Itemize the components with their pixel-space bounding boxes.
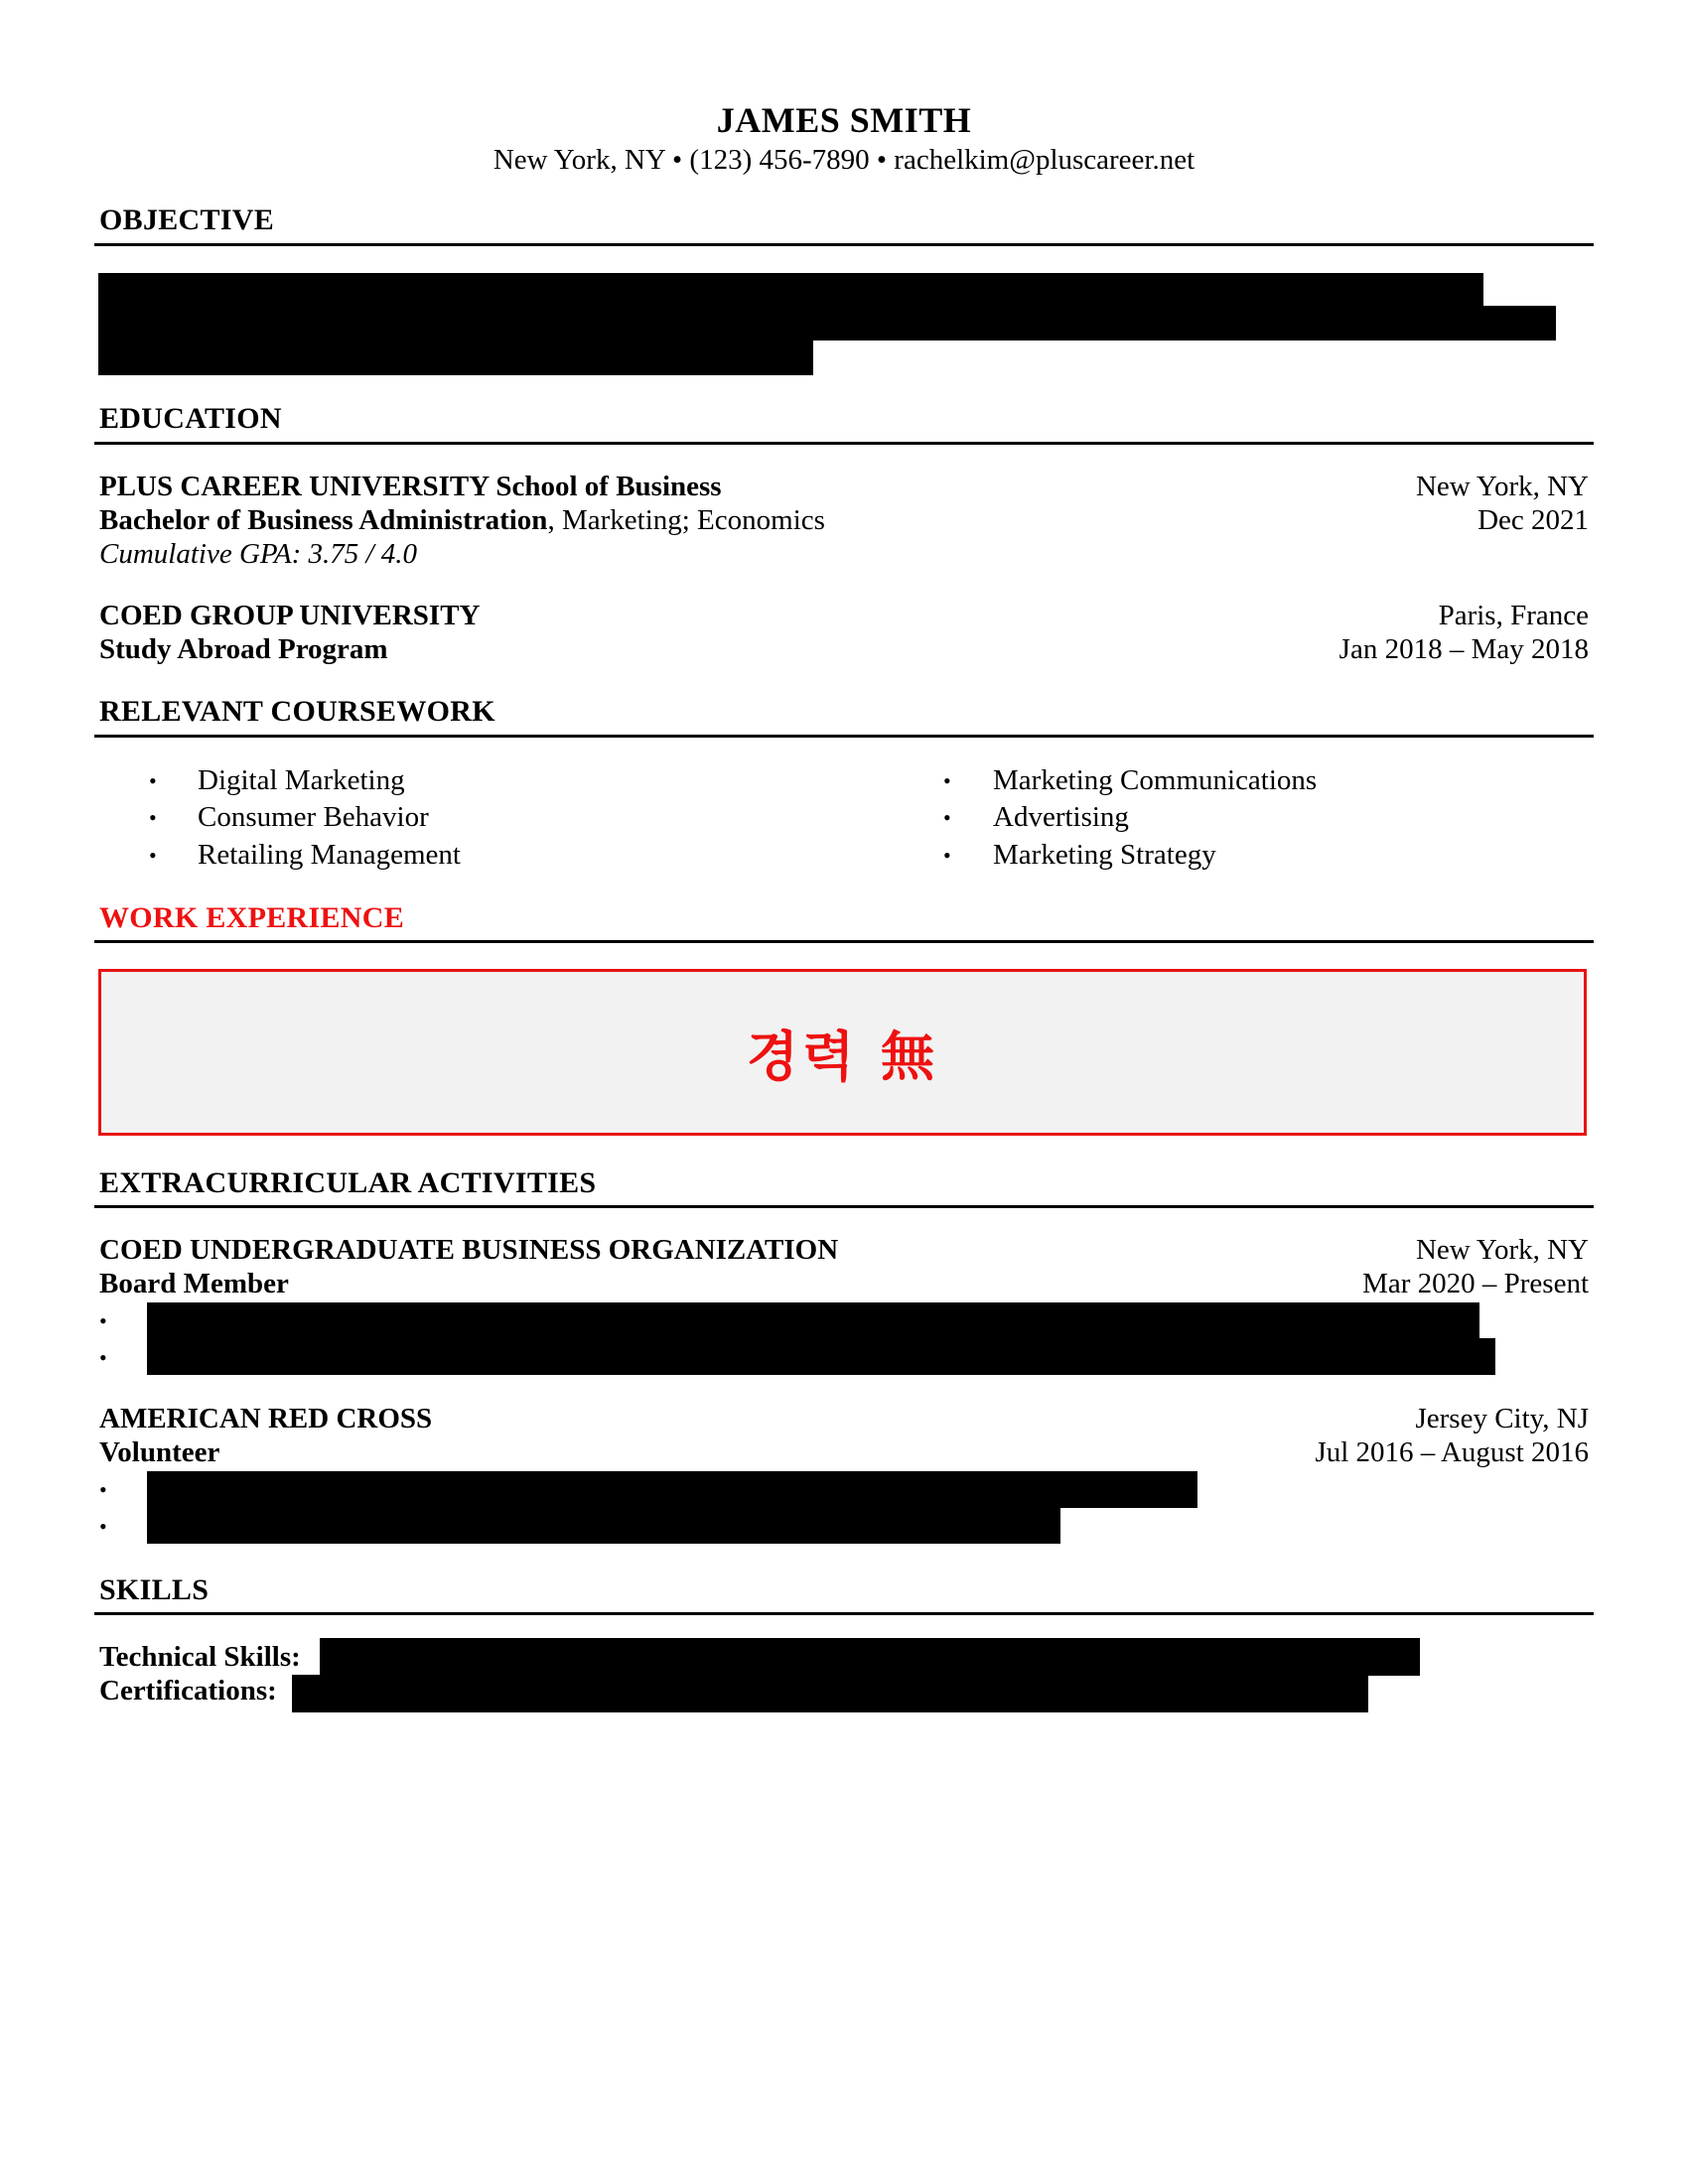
redaction-bar bbox=[98, 273, 1483, 308]
redaction-bar bbox=[320, 1638, 1420, 1676]
contact-line: New York, NY • (123) 456-7890 • rachelkim@pluscareer.net bbox=[492, 144, 1196, 176]
redaction-bar bbox=[98, 339, 813, 375]
redaction-bar bbox=[147, 1302, 1479, 1339]
section-title-education: EDUCATION bbox=[99, 402, 282, 435]
bullet: • bbox=[99, 1477, 107, 1502]
redaction-bar bbox=[292, 1675, 1368, 1712]
bullet: • bbox=[943, 805, 951, 830]
program-name: Study Abroad Program bbox=[99, 633, 388, 665]
redaction-bar bbox=[147, 1338, 1495, 1375]
no-experience-box bbox=[98, 969, 1587, 1136]
activity-date: Jul 2016 – August 2016 bbox=[1315, 1436, 1589, 1468]
organization-location: Jersey City, NJ bbox=[1415, 1403, 1589, 1434]
course-item: Retailing Management bbox=[198, 839, 461, 871]
section-title-extracurricular: EXTRACURRICULAR ACTIVITIES bbox=[99, 1166, 597, 1199]
no-experience-text: 경력 無 bbox=[746, 1024, 939, 1088]
section-divider bbox=[94, 735, 1594, 738]
redaction-bar bbox=[98, 306, 1556, 341]
activity-role: Volunteer bbox=[99, 1436, 220, 1468]
organization-location: New York, NY bbox=[1415, 1234, 1589, 1266]
resume-name: JAMES SMITH bbox=[716, 100, 972, 140]
degree-line bbox=[99, 504, 825, 537]
bullet: • bbox=[943, 768, 951, 793]
course-item: Marketing Strategy bbox=[993, 839, 1216, 871]
school-location: Paris, France bbox=[1438, 600, 1589, 631]
section-divider bbox=[94, 1205, 1594, 1208]
redaction-bar bbox=[147, 1471, 1197, 1508]
activity-date: Mar 2020 – Present bbox=[1362, 1268, 1589, 1299]
bullet: • bbox=[149, 843, 157, 868]
course-item: Advertising bbox=[993, 801, 1129, 833]
certifications-label: Certifications: bbox=[99, 1675, 277, 1706]
bullet: • bbox=[149, 805, 157, 830]
bullet: • bbox=[99, 1514, 107, 1539]
bullet: • bbox=[149, 768, 157, 793]
activity-role: Board Member bbox=[99, 1268, 289, 1299]
bullet: • bbox=[99, 1345, 107, 1370]
section-title-objective: OBJECTIVE bbox=[99, 204, 275, 236]
section-title-coursework: RELEVANT COURSEWORK bbox=[99, 695, 495, 728]
program-date: Jan 2018 – May 2018 bbox=[1338, 633, 1589, 665]
bullet: • bbox=[943, 843, 951, 868]
gpa: Cumulative GPA: 3.75 / 4.0 bbox=[99, 538, 418, 570]
section-divider bbox=[94, 1612, 1594, 1615]
organization-name: AMERICAN RED CROSS bbox=[99, 1403, 433, 1434]
technical-skills-label: Technical Skills: bbox=[99, 1641, 301, 1673]
section-divider bbox=[94, 940, 1594, 943]
organization-name: COED UNDERGRADUATE BUSINESS ORGANIZATION bbox=[99, 1234, 839, 1266]
degree-name: Bachelor of Business Administration bbox=[99, 504, 548, 536]
bullet: • bbox=[99, 1308, 107, 1333]
school-location: New York, NY bbox=[1415, 471, 1589, 502]
graduation-date: Dec 2021 bbox=[1477, 504, 1589, 536]
degree-majors: , Marketing; Economics bbox=[547, 504, 825, 536]
redaction-bar bbox=[147, 1507, 1060, 1544]
course-item: Marketing Communications bbox=[993, 764, 1318, 796]
section-divider bbox=[94, 243, 1594, 246]
school-name: PLUS CAREER UNIVERSITY School of Business bbox=[99, 471, 722, 502]
school-name: COED GROUP UNIVERSITY bbox=[99, 600, 481, 631]
course-item: Digital Marketing bbox=[198, 764, 405, 796]
section-divider bbox=[94, 442, 1594, 445]
course-item: Consumer Behavior bbox=[198, 801, 429, 833]
section-title-work: WORK EXPERIENCE bbox=[99, 901, 405, 934]
section-title-skills: SKILLS bbox=[99, 1573, 210, 1606]
